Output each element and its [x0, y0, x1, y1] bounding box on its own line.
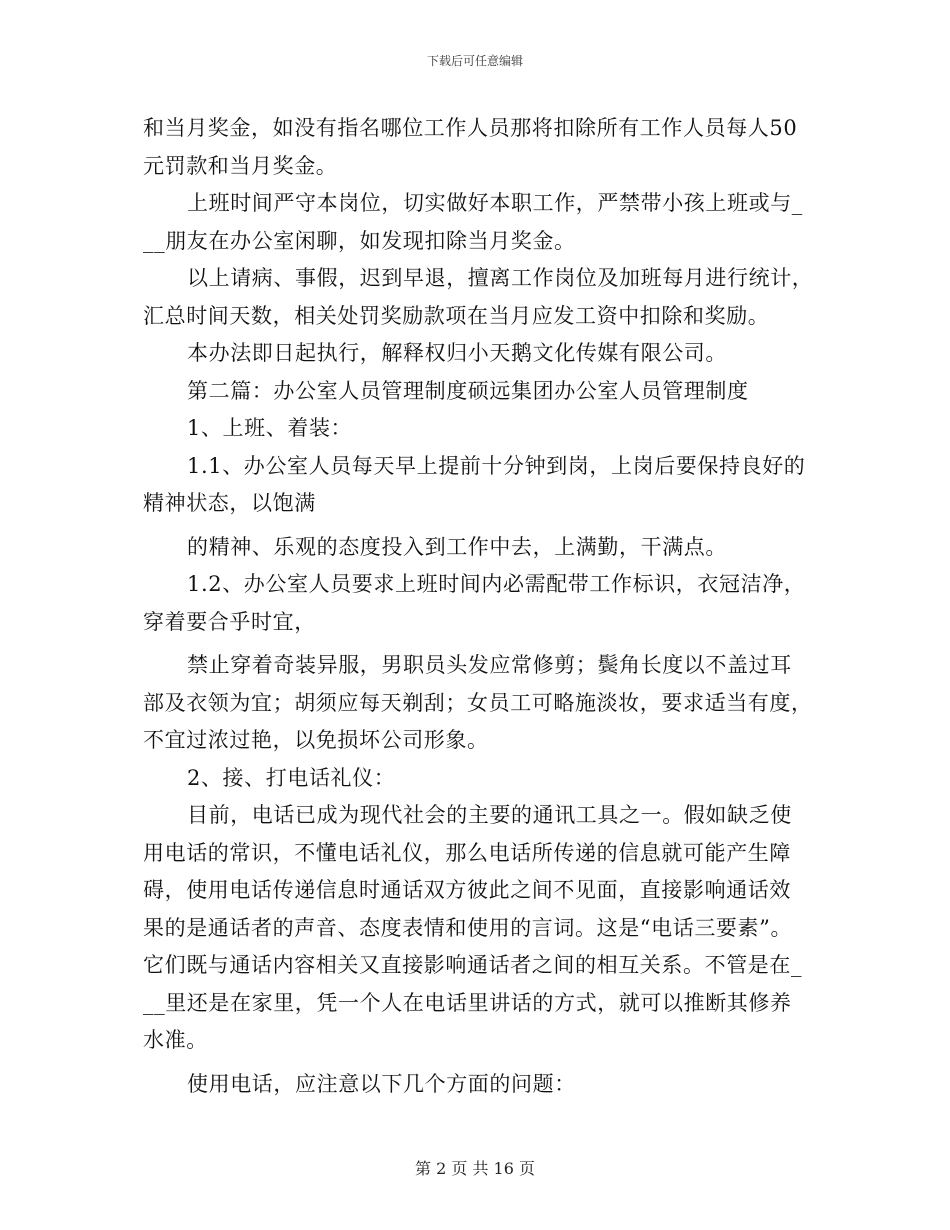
text-line: 穿着要合乎时宜，	[143, 609, 316, 634]
paragraph-start: 1.1、办公室人员每天早上提前十分钟到岗，上岗后要保持良好的	[187, 453, 806, 478]
text-line: 元罚款和当月奖金。	[143, 153, 338, 178]
paragraph-start: 上班时间严守本岗位，切实做好本职工作，严禁带小孩上班或与_	[187, 191, 803, 215]
text-line: 果的是通话者的声音、态度表情和使用的言词。这是“电话三要素”。	[143, 915, 793, 940]
section-heading: 第二篇：办公室人员管理制度硕远集团办公室人员管理制度	[187, 378, 749, 403]
paragraph-start: 的精神、乐观的态度投入到工作中去，上满勤，干满点。	[187, 534, 727, 559]
text-line: 部及衣领为宜；胡须应每天剃刮；女员工可略施淡妆，要求适当有度，	[143, 690, 813, 715]
paragraph-start: 禁止穿着奇装异服，男职员头发应常修剪；鬓角长度以不盖过耳	[187, 653, 792, 677]
text-line: __里还是在家里，凭一个人在电话里讲话的方式，就可以推断其修养	[143, 990, 792, 1015]
text-line: 不宜过浓过艳，以免损坏公司形象。	[143, 728, 489, 752]
text-line: __朋友在办公室闲聊，如发现扣除当月奖金。	[143, 228, 576, 253]
text-line: 它们既与通话内容相关又直接影响通话者之间的相互关系。不管是在_	[143, 953, 803, 977]
text-line: 汇总时间天数，相关处罚奖励款项在当月应发工资中扣除和奖励。	[143, 303, 770, 328]
paragraph-start: 本办法即日起执行，解释权归小天鹅文化传媒有限公司。	[187, 341, 727, 365]
text-line: 水准。	[143, 1028, 208, 1052]
paragraph-start: 目前，电话已成为现代社会的主要的通讯工具之一。假如缺乏使	[187, 803, 792, 827]
document-body	[143, 110, 813, 1103]
paragraph-start: 使用电话，应注意以下几个方面的问题：	[187, 1071, 576, 1096]
paragraph-start: 以上请病、事假，迟到早退，擅离工作岗位及加班每月进行统计，	[187, 266, 814, 290]
text-line: 碍，使用电话传递信息时通话双方彼此之间不见面，直接影响通话效	[143, 878, 791, 902]
subsection-heading: 1、上班、着装：	[187, 416, 353, 440]
text-line: 用电话的常识，不懂电话礼仪，那么电话所传递的信息就可能产生障	[143, 840, 791, 865]
text-line: 和当月奖金，如没有指名哪位工作人员那将扣除所有工作人员每人50	[143, 116, 798, 140]
page-footer: 第 2 页 共 16 页	[415, 1159, 535, 1178]
page-header: 下载后可任意编辑	[426, 54, 523, 68]
paragraph-start: 1.2、办公室人员要求上班时间内必需配带工作标识，衣冠洁净，	[187, 572, 806, 596]
subsection-heading: 2、接、打电话礼仪：	[187, 765, 396, 790]
text-line: 精神状态，以饱满	[143, 491, 316, 515]
